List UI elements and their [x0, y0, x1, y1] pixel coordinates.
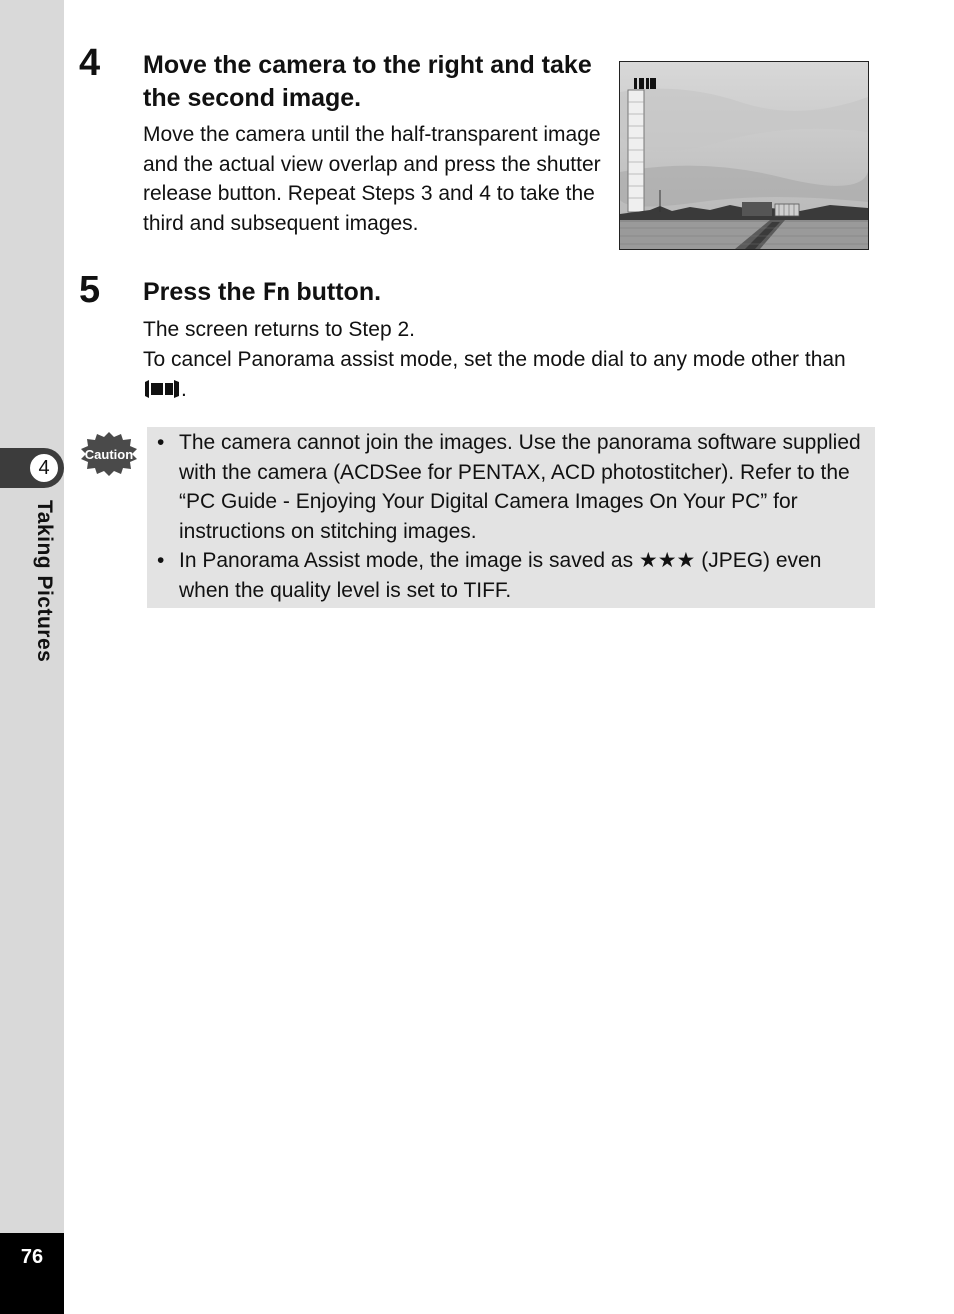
chapter-title: Taking Pictures	[33, 500, 56, 663]
step-heading	[143, 276, 843, 309]
panorama-mode-icon	[143, 380, 181, 398]
step-body-line	[143, 345, 883, 404]
list-item: • In Panorama Assist mode, the image is saved as ★★★ (JPEG) even when the quality level is set to TIFF.	[157, 546, 873, 605]
step-heading: Move the camera to the right and take the second image.	[143, 51, 592, 112]
cancel-text-end: .	[181, 377, 187, 401]
page-number: 76	[20, 1246, 44, 1268]
caution-icon	[80, 431, 138, 477]
chapter-number: 4	[29, 453, 59, 483]
cancel-text: To cancel Panorama assist mode, set the mode dial to any mode other than	[143, 348, 846, 371]
list-item: • The camera cannot join the images. Use the panorama software supplied with the camera (ACDSee for PENTAX, ACD photostitcher). Refer to the “PC Guide - Enjoying Your Digital Camera Images On Your PC” for instructions on stitching images.	[157, 428, 873, 546]
step-body: Move the camera until the half-transparent image and the actual view overlap and press the shutter release button. Repeat Steps 3 and 4 to take the third and subsequent images.	[143, 123, 601, 235]
caution-icon-label: Caution	[84, 447, 134, 462]
panorama-scene-image	[620, 62, 868, 249]
heading-prefix: Press the	[143, 278, 263, 306]
fn-button-label: Fn	[262, 278, 290, 306]
step-number: 5	[79, 269, 101, 311]
heading-suffix: button.	[289, 278, 382, 306]
caution-list	[157, 428, 873, 605]
step-body-line: The screen returns to Step 2.	[143, 318, 415, 341]
example-photo	[619, 61, 869, 250]
step-number: 4	[79, 42, 101, 84]
